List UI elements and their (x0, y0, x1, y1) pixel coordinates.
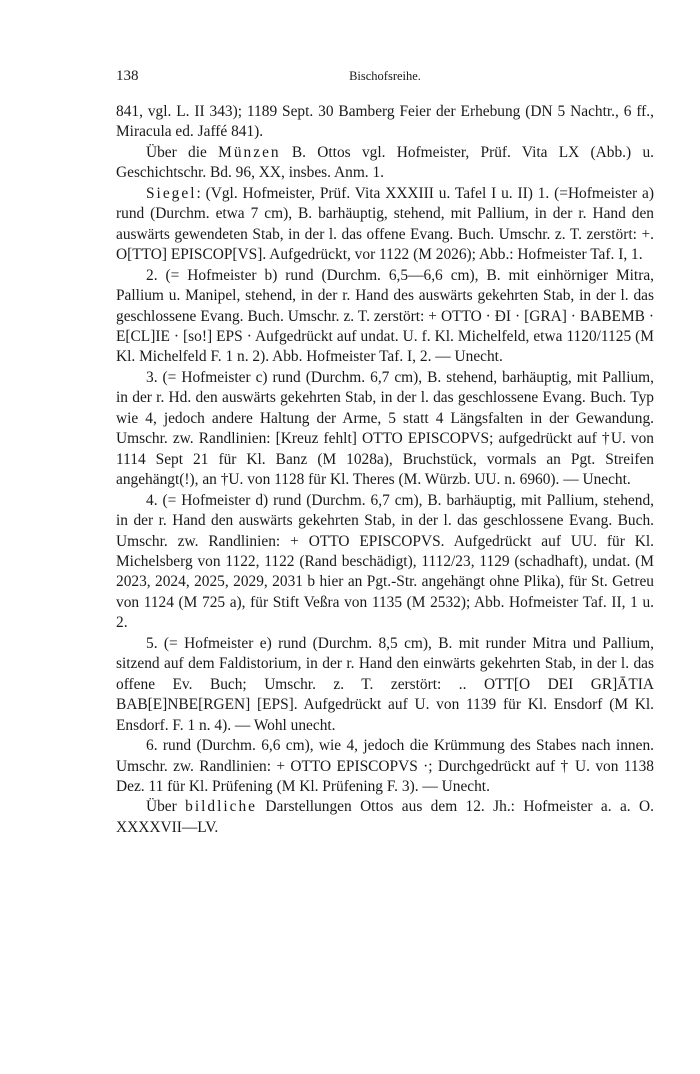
paragraph-text: B. Ottos vgl. Hofmeister, Prüf. Vita LX (Abb.) u. Geschichtschr. Bd. 96, XX, insbes. Anm. 1. (116, 143, 654, 182)
paragraph-lead: Über die (146, 143, 219, 161)
paragraph-text: 3. (= Hofmeister c) rund (Durchm. 6,7 cm), B. stehend, barhäuptig, mit Pallium, in der r. Hd. den auswärts gekehrten Stab, in der l. das geschlossene Evang. Buch. Typ wie 4, jedoch andere Haltung der Arme, 5 statt 4 Längsfalten in der Gewandung. Umschr. zw. Randlinien: [Kreuz fehlt] OTTO EPISCOPVS; aufgedrückt auf †U. von 1114 Sept 21 für Kl. Banz (M 1028a), Bruchstück, vormals an Pgt. Streifen angehängt(!), an †U. von 1128 für Kl. Theres (M. Würzb. UU. n. 6960). — Unecht. (116, 368, 654, 489)
paragraph-siegel-1 (116, 184, 654, 266)
paragraph-text: 5. (= Hofmeister e) rund (Durchm. 8,5 cm), B. mit runder Mitra und Pallium, sitzend auf dem Faldistorium, in der r. Hand den einwärts gekehrten Stab, in der l. das offene Ev. Buch; Umschr. z. T. zerstört: .. OTT[O DEI GR]ĀTIA BAB[E]NBE[RGEN] [EPS]. Aufgedrückt auf U. von 1139 für Kl. Ensdorf (M Kl. Ensdorf. F. 1 n. 4). — Wohl unecht. (116, 634, 654, 734)
paragraph-bildliche (116, 797, 654, 838)
paragraph-text: 841, vgl. L. II 343); 1189 Sept. 30 Bamberg Feier der Erhebung (DN 5 Nachtr., 6 ff., Miracula ed. Jaffé 841). (116, 103, 654, 141)
paragraph-siegel-4 (116, 491, 654, 634)
paragraph-text: 4. (= Hofmeister d) rund (Durchm. 6,7 cm), B. barhäuptig, mit Pallium, stehend, in der r. Hand den auswärts gekehrten Stab, in der l. das geschlossene Evang. Buch. Umschr. zw. Randlinien: + OTTO EPISCOPVS. Aufgedrückt auf UU. für Kl. Michelsberg von 1122, 1122 (Rand beschädigt), 1112/23, 1129 (schadhaft), undat. (M 2023, 2024, 2025, 2029, 2031 b hier an Pgt.-Str. angehängt ohne Plika), für St. Getreu von 1124 (M 725 a), für Stift Veßra von 1135 (M 2532); Abb. Hofmeister Taf. II, 1 u. 2. (116, 491, 654, 632)
spaced-keyword: Münzen (218, 143, 281, 161)
paragraph-siegel-5 (116, 634, 654, 736)
paragraph-text: Darstellungen Ottos aus dem 12. Jh.: Hofmeister a. a. O. XXXXVII—LV. (116, 798, 654, 836)
paragraph-siegel-3 (116, 368, 654, 491)
paragraph-lead: Über (146, 798, 186, 816)
paragraph-siegel-2 (116, 266, 654, 368)
paragraph-text: 6. rund (Durchm. 6,6 cm), wie 4, jedoch die Krümmung des Stabes nach innen. Umschr. zw. Randlinien: + OTTO EPISCOPVS ·; Durchgedrückt auf † U. von 1138 Dez. 11 für Kl. Prüfening (M Kl. Prüfening F. 3). — Unecht. (116, 737, 654, 795)
paragraph-text: 2. (= Hofmeister b) rund (Durchm. 6,5—6,6 cm), B. mit einhörniger Mitra, Pallium u. Manipel, stehend, in der r. Hand des auswärts gekehrten Stab, in der l. das geschlossene Evang. Buch. Umschr. z. T. zerstört: + OTTO · ÐI · [GRA] · BABEMB · E[CL]IE · [so!] EPS · Aufgedrückt auf undat. U. f. Kl. Michelfeld, etwa 1120/1125 (M Kl. Michelfeld F. 1 n. 2). Abb. Hofmeister Taf. I, 2. — Unecht. (116, 266, 654, 366)
spaced-keyword: Siegel (146, 184, 197, 202)
page-number: 138 (116, 68, 139, 84)
paragraph-siegel-6 (116, 736, 654, 797)
paragraph-continuation (116, 102, 654, 143)
spaced-keyword: bildliche (185, 798, 257, 816)
paragraph-text: : (Vgl. Hofmeister, Prüf. Vita XXXIII u. Tafel I u. II) 1. (=Hofmeister a) rund (Durchm. etwa 7 cm), B. barhäuptig, stehend, mit Pallium, in der r. Hand den auswärts gewendeten Stab, in der l. das offene Evang. Buch. Umschr. z. T. zerstört: +. O[TTO] EPISCOP[VS]. Aufgedrückt, vor 1122 (M 2026); Abb.: Hofmeister Taf. I, 1. (116, 184, 654, 264)
body-text (116, 102, 654, 838)
page-header (116, 68, 654, 90)
running-title: Bischofsreihe. (349, 69, 421, 83)
paragraph-muenzen (116, 143, 654, 184)
